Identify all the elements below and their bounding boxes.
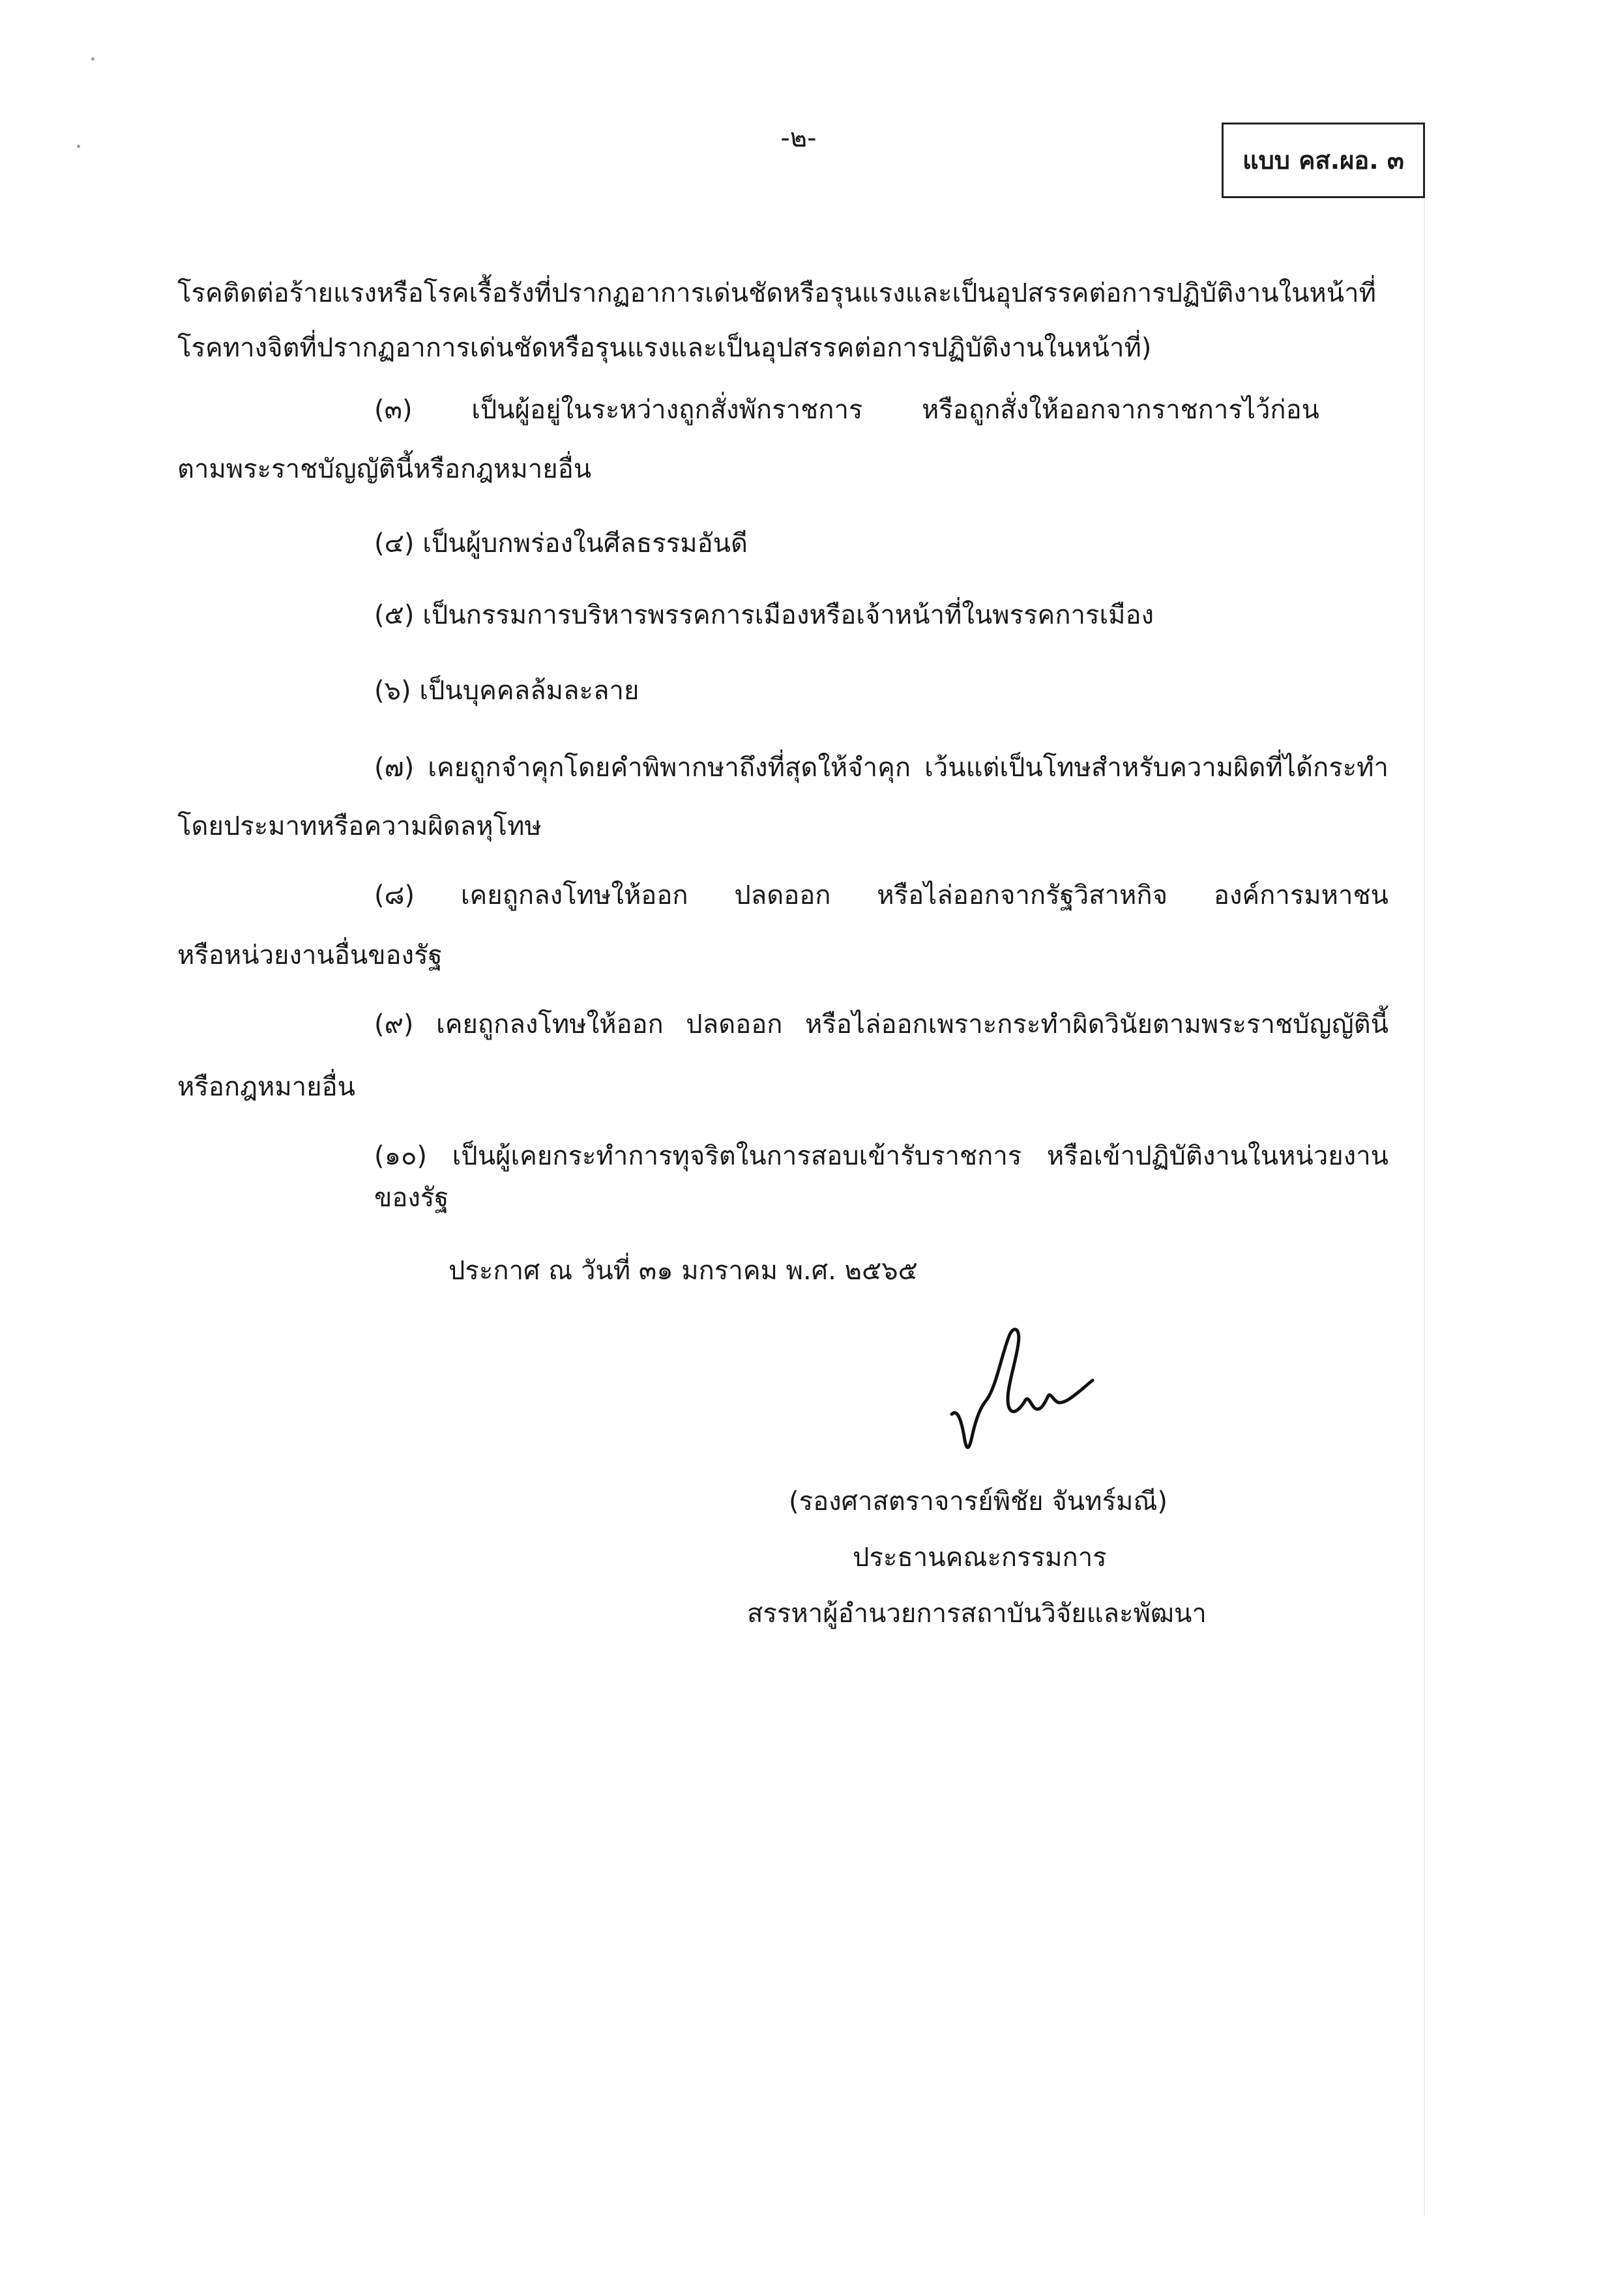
item-7-line-2: โดยประมาทหรือความผิดลหุโทษ [177,811,542,841]
item-8-line-1: (๘) เคยถูกลงโทษให้ออก ปลดออก หรือไล่ออกจากรัฐวิสาหกิจ องค์การมหาชน [374,880,1388,910]
body-line-1: โรคติดต่อร้ายแรงหรือโรคเรื้อรังที่ปรากฏอาการเด่นชัดหรือรุนแรงและเป็นอุปสรรคต่อการปฏิบัติงานในหน้าที่ [177,278,1376,308]
item-9-line-1: (๙) เคยถูกลงโทษให้ออก ปลดออก หรือไล่ออกเพราะกระทำผิดวินัยตามพระราชบัญญัตินี้ [374,1010,1388,1039]
item-7-line-1: (๗) เคยถูกจำคุกโดยคำพิพากษาถึงที่สุดให้จำคุก เว้นแต่เป็นโทษสำหรับความผิดที่ได้กระทำ [374,753,1388,783]
item-8-line-2: หรือหน่วยงานอื่นของรัฐ [177,940,443,970]
item-3-line-1: (๓) เป็นผู้อยู่ในระหว่างถูกสั่งพักราชการ หรือถูกสั่งให้ออกจากราชการไว้ก่อน [374,395,1319,425]
scan-edge-line [1424,196,1425,2216]
scan-speck [91,57,95,61]
form-code-box: แบบ คส.ผอ. ๓ [1222,123,1425,198]
handwritten-signature [939,1310,1134,1473]
item-10: (๑๐) เป็นผู้เคยกระทำการทุจริตในการสอบเข้ารับราชการ หรือเข้าปฏิบัติงานในหน่วยงานของรัฐ [374,1141,1388,1213]
item-3-line-2: ตามพระราชบัญญัตินี้หรือกฎหมายอื่น [177,454,592,484]
body-line-2: โรคทางจิตที่ปรากฏอาการเด่นชัดหรือรุนแรงและเป็นอุปสรรคต่อการปฏิบัติงานในหน้าที่) [177,333,1152,363]
announcement-date: ประกาศ ณ วันที่ ๓๑ มกราคม พ.ศ. ๒๕๖๕ [448,1256,918,1286]
item-6: (๖) เป็นบุคคลล้มละลาย [374,676,639,706]
signatory-position-2: สรรหาผู้อำนวยการสถาบันวิจัยและพัฒนา [747,1599,1207,1629]
item-9-line-2: หรือกฎหมายอื่น [177,1072,355,1102]
scan-speck [77,145,80,148]
item-5: (๕) เป็นกรรมการบริหารพรรคการเมืองหรือเจ้าหน้าที่ในพรรคการเมือง [374,600,1154,630]
page-number: -๒- [780,123,817,153]
signatory-name: (รองศาสตราจารย์พิชัย จันทร์มณี) [789,1487,1168,1517]
item-4: (๔) เป็นผู้บกพร่องในศีลธรรมอันดี [374,529,748,559]
signatory-position-1: ประธานคณะกรรมการ [853,1543,1107,1573]
